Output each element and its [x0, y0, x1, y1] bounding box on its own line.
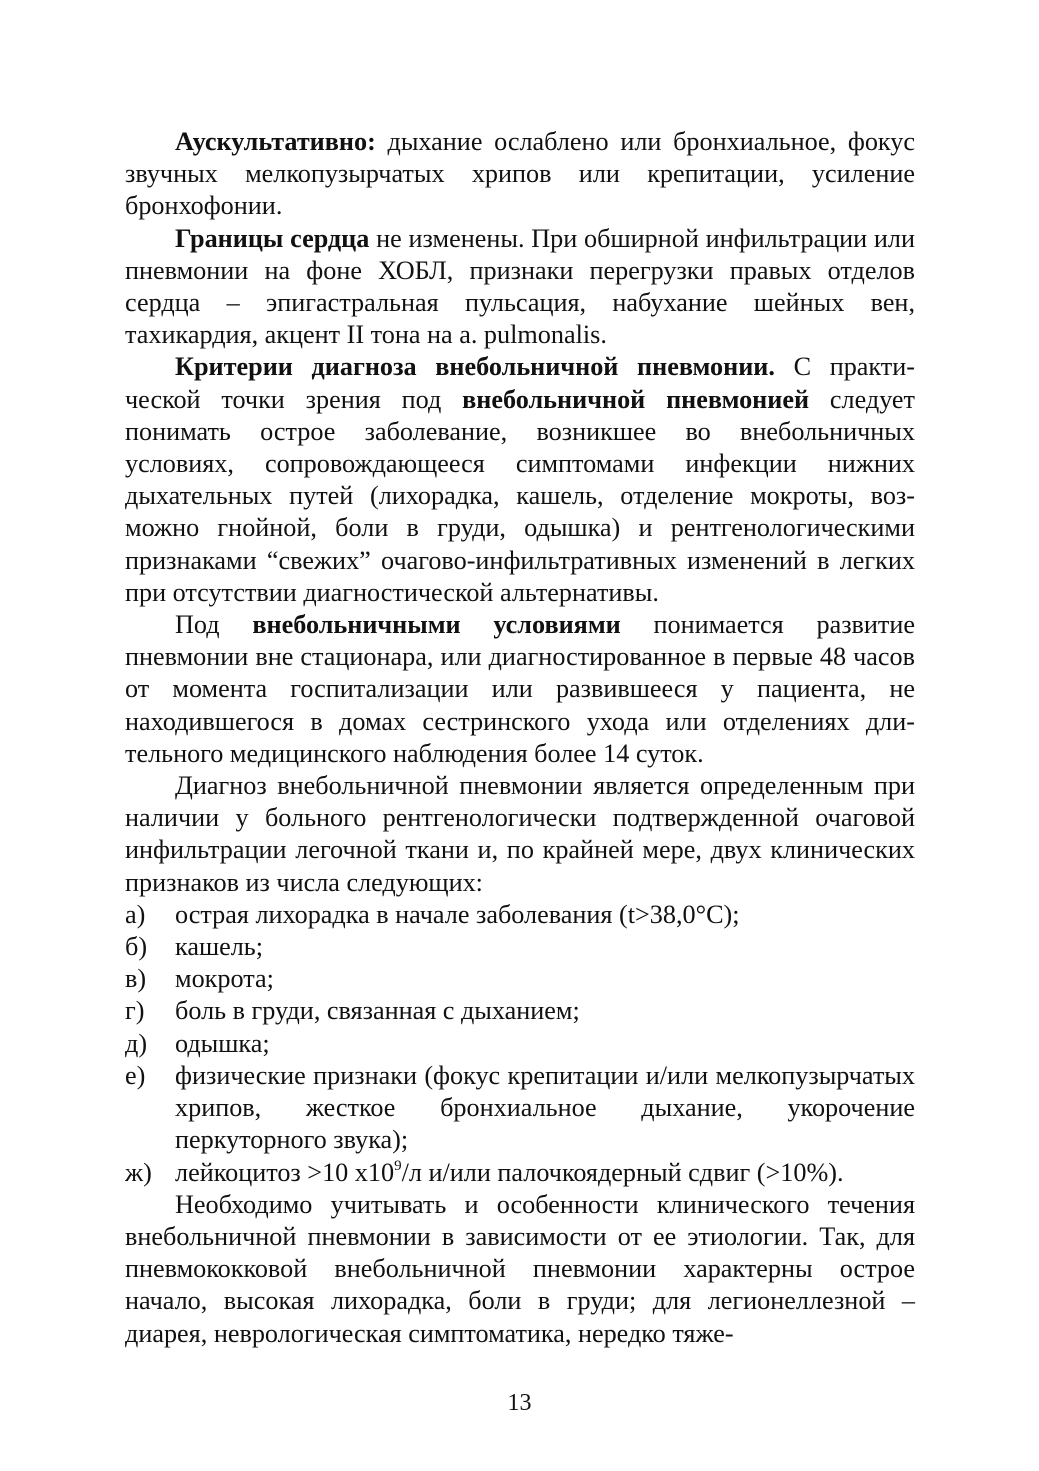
heading-heart-borders: Границы сердца [175, 223, 370, 253]
heading-auscultation: Аускультативно: [175, 127, 376, 156]
list-item [125, 1157, 915, 1189]
paragraph-text: Под [175, 610, 253, 640]
list-item [125, 995, 915, 1027]
paragraph-text: не изменены. При обширной инфильтрации или пневмонии на фоне ХОБЛ, признаки перегрузки правых отделов сердца – эпигастральная пульсация, набухание шейных вен, тахикардия, акцент II тона на а. pulmonalis. [125, 223, 915, 350]
document-page [125, 126, 915, 1350]
list-item-text: острая лихорадка в начале заболевания (t>38,0°С); [175, 899, 740, 929]
paragraph-etiology [125, 1189, 915, 1350]
heading-diagnosis-criteria: Критерии диагноза внебольничной пневмонии. [175, 352, 775, 382]
list-item-text: одышка; [175, 1028, 270, 1058]
paragraph-diagnosis-definition [125, 770, 915, 899]
paragraph-heart-borders [125, 223, 915, 352]
paragraph-auscultation [125, 126, 915, 223]
paragraph-text: дыхание ослаблено или бронхиальное, фокус звучных мелкопузырчатых хрипов или крепитации, усиление бронхофонии. [125, 127, 915, 221]
list-item-text: лейкоцитоз >10 х10 [175, 1157, 395, 1187]
list-item [125, 931, 915, 963]
list-item [125, 963, 915, 995]
paragraph-diagnosis-criteria [125, 351, 915, 609]
term-community-conditions: внебольничными условиями [252, 610, 621, 640]
list-marker: е) [125, 1060, 146, 1090]
list-marker: а) [125, 899, 146, 929]
term-community-pneumonia: внебольничной пневмонией [462, 384, 810, 414]
page-number: 13 [507, 1390, 532, 1416]
list-item-text: физические признаки (фокус крепитации и/или мелкопузырчатых хрипов, жесткое бронхиальное дыхание, укорочение перкуторного звука); [175, 1060, 915, 1155]
list-item [125, 1060, 915, 1157]
paragraph-text: Диагноз внебольничной пневмонии является определенным при наличии у больного рентгенологически подтвержденной очаговой инфильтрации легочной ткани и, по крайней мере, двух клинических признаков из числа следующих: [125, 771, 915, 897]
list-marker: б) [125, 932, 148, 962]
list-item-text: боль в груди, связанная с дыханием; [175, 996, 580, 1026]
list-marker: д) [125, 1028, 148, 1058]
superscript-exponent: 9 [394, 1157, 402, 1174]
paragraph-community-conditions [125, 609, 915, 770]
list-marker: в) [125, 964, 147, 994]
list-marker: г) [125, 996, 145, 1026]
list-item [125, 1028, 915, 1060]
list-marker: ж) [125, 1157, 152, 1187]
paragraph-text: С практической точки зрения под [125, 352, 915, 414]
list-item [125, 899, 915, 931]
list-item-text: мокрота; [175, 964, 274, 994]
paragraph-text: следует понимать острое заболевание, возникшее во внебольничных условиях, сопровождающееся симптомами инфекции нижних дыхательных путей (лихорадка, кашель, отделение мокроты, возможно гнойной, боли в груди, одышка) и рентгенологическими признаками “свежих” очагово-инфильтративных изменений в легких при отсутствии диагностической альтернативы. [125, 384, 916, 607]
paragraph-text: понимается развитие пневмонии вне стационара, или диагностированное в первые 48 часов от момента госпитализации или развившееся у пациента, не находившегося в домах сестринского ухода или отделениях длительного медицинского наблюдения более 14 суток. [125, 610, 916, 768]
list-item-text: кашель; [175, 932, 264, 962]
list-item-text: /л и/или палочкоядерный сдвиг (>10%). [401, 1157, 844, 1187]
criteria-list [125, 899, 915, 1189]
paragraph-text: Необходимо учитывать и особенности клинического течения внебольничной пневмонии в зависимости от ее этиологии. Так, для пневмококковой внебольничной пневмонии характерны острое начало, высокая лихорадка, боли в груди; для легионеллезной – диарея, неврологическая симптоматика, нередко тяже- [125, 1189, 915, 1348]
